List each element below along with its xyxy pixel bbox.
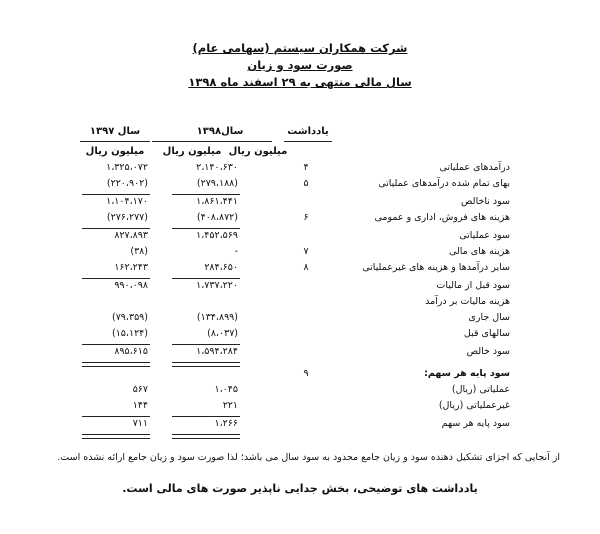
column-header-1398: سال۱۳۹۸	[196, 126, 244, 137]
unit-label-1398: میلیون ریال	[162, 146, 222, 157]
subtotal-rule	[172, 194, 240, 195]
column-header-note: یادداشت	[287, 126, 329, 137]
row-other-income-expense	[0, 262, 600, 278]
row-value-1397: (۷۹،۳۵۹)	[112, 312, 148, 323]
total-double-rule	[172, 434, 240, 439]
row-label: سود قبل از مالیات	[436, 280, 510, 291]
row-value-1398: ۲،۱۴۰،۶۳۰	[196, 162, 238, 173]
notes-integral-statement: یادداشت های توضیحی، بخش جدایی ناپذیر صورت های مالی است.	[122, 482, 478, 495]
row-note: ۸	[303, 262, 309, 273]
row-label: سود پایه هر سهم	[441, 418, 510, 429]
row-label: بهای تمام شده درآمدهای عملیاتی	[378, 178, 510, 189]
row-note: ۵	[303, 178, 309, 189]
row-cost-of-revenue	[0, 178, 600, 194]
statement-title: صورت سود و زیان	[247, 58, 353, 72]
subtotal-rule	[172, 344, 240, 345]
row-value-1398: (۸،۰۳۷)	[207, 328, 238, 339]
total-double-rule	[82, 434, 150, 439]
row-value-1397: ۸۲۷،۸۹۳	[114, 230, 148, 241]
row-value-1397: (۳۸)	[130, 246, 148, 257]
company-name: شرکت همکاران سیستم (سهامی عام)	[192, 41, 408, 55]
row-value-1397: (۲۷۶،۲۷۷)	[106, 212, 148, 223]
subtotal-rule	[82, 194, 150, 195]
row-selling-admin-expenses	[0, 212, 600, 228]
row-value-1398: ۱،۷۳۷،۲۲۰	[196, 280, 238, 291]
row-value-1398: -	[234, 246, 238, 257]
row-value-1398: ۱،۰۴۵	[214, 384, 238, 395]
total-double-rule	[82, 362, 150, 367]
row-label: درآمدهای عملیاتی	[439, 162, 510, 173]
row-eps-non-operating	[0, 400, 600, 416]
subtotal-rule	[172, 416, 240, 417]
row-basic-eps	[0, 418, 600, 434]
row-label: سایر درآمدها و هزینه های غیرعملیاتی	[362, 262, 510, 273]
row-value-1397: ۵۶۷	[132, 384, 148, 395]
row-label: سود خالص	[466, 346, 510, 357]
row-operating-profit	[0, 230, 600, 246]
row-value-1398: ۲۲۱	[222, 400, 238, 411]
unit-label-extra: میلیون ریال	[228, 146, 288, 157]
row-value-1398: (۲۷۹،۱۸۸)	[196, 178, 238, 189]
row-label: عملیاتی (ریال)	[451, 384, 510, 395]
row-note: ۴	[303, 162, 309, 173]
row-gross-profit	[0, 196, 600, 212]
row-label: هزینه های فروش، اداری و عمومی	[374, 212, 510, 223]
row-eps-operating	[0, 384, 600, 400]
row-label: سال جاری	[468, 312, 510, 323]
subtotal-rule	[172, 228, 240, 229]
row-value-1398: (۱۳۴،۸۹۹)	[196, 312, 238, 323]
row-value-1397: (۲۲۰،۹۰۲)	[106, 178, 148, 189]
row-note: ۹	[303, 368, 309, 379]
row-label: هزینه مالیات بر درآمد	[425, 296, 510, 307]
row-value-1397: (۱۵،۱۲۴)	[112, 328, 148, 339]
row-label: سود پایه هر سهم:	[424, 368, 510, 379]
row-eps-heading	[0, 368, 600, 384]
row-label: غیرعملیاتی (ریال)	[438, 400, 510, 411]
column-header-1397: سال ۱۳۹۷	[89, 126, 141, 137]
unit-label-1397: میلیون ریال	[85, 146, 145, 157]
row-label: سالهای قبل	[463, 328, 510, 339]
row-value-1398: (۴۰۸،۸۷۲)	[196, 212, 238, 223]
row-value-1397: ۱۶۲،۲۴۳	[114, 262, 148, 273]
row-tax-current-year	[0, 312, 600, 328]
row-note: ۷	[303, 246, 309, 257]
note-header-rule	[284, 141, 332, 142]
row-value-1398: ۱،۴۵۲،۵۶۹	[196, 230, 238, 241]
row-value-1398: ۱،۸۶۱،۴۴۱	[196, 196, 238, 207]
statement-header	[0, 40, 600, 91]
row-label: هزینه های مالی	[448, 246, 510, 257]
row-income-tax-heading	[0, 296, 600, 312]
subtotal-rule	[82, 416, 150, 417]
row-value-1397: ۱۴۴	[132, 400, 148, 411]
row-value-1397: ۱،۱۰۴،۱۷۰	[106, 196, 148, 207]
row-value-1398: ۱،۵۹۴،۲۸۴	[196, 346, 238, 357]
row-net-profit	[0, 346, 600, 362]
row-value-1397: ۱،۳۲۵،۰۷۲	[106, 162, 148, 173]
1397-header-rule	[80, 141, 150, 142]
row-note: ۶	[303, 212, 309, 223]
total-double-rule	[172, 362, 240, 367]
row-value-1397: ۷۱۱	[132, 418, 148, 429]
subtotal-rule	[82, 344, 150, 345]
row-value-1398: ۱،۲۶۶	[214, 418, 238, 429]
fiscal-period: سال مالی منتهی به ۲۹ اسفند ماه ۱۳۹۸	[188, 75, 412, 89]
row-value-1397: ۹۹۰،۰۹۸	[114, 280, 148, 291]
subtotal-rule	[172, 278, 240, 279]
row-label: سود عملیاتی	[459, 230, 510, 241]
1398-header-rule	[152, 141, 272, 142]
subtotal-rule	[82, 278, 150, 279]
row-operating-revenue	[0, 162, 600, 178]
row-label: سود ناخالص	[461, 196, 510, 207]
row-value-1397: ۸۹۵،۶۱۵	[114, 346, 148, 357]
comprehensive-income-note: از آنجایی که اجزای تشکیل دهنده سود و زیان جامع محدود به سود سال می باشد؛ لذا صورت سود و زیان جامع ارائه نشده است.	[57, 452, 560, 463]
row-profit-before-tax	[0, 280, 600, 296]
row-value-1398: ۲۸۴،۶۵۰	[204, 262, 238, 273]
row-finance-costs	[0, 246, 600, 262]
subtotal-rule	[82, 228, 150, 229]
row-tax-prior-years	[0, 328, 600, 344]
